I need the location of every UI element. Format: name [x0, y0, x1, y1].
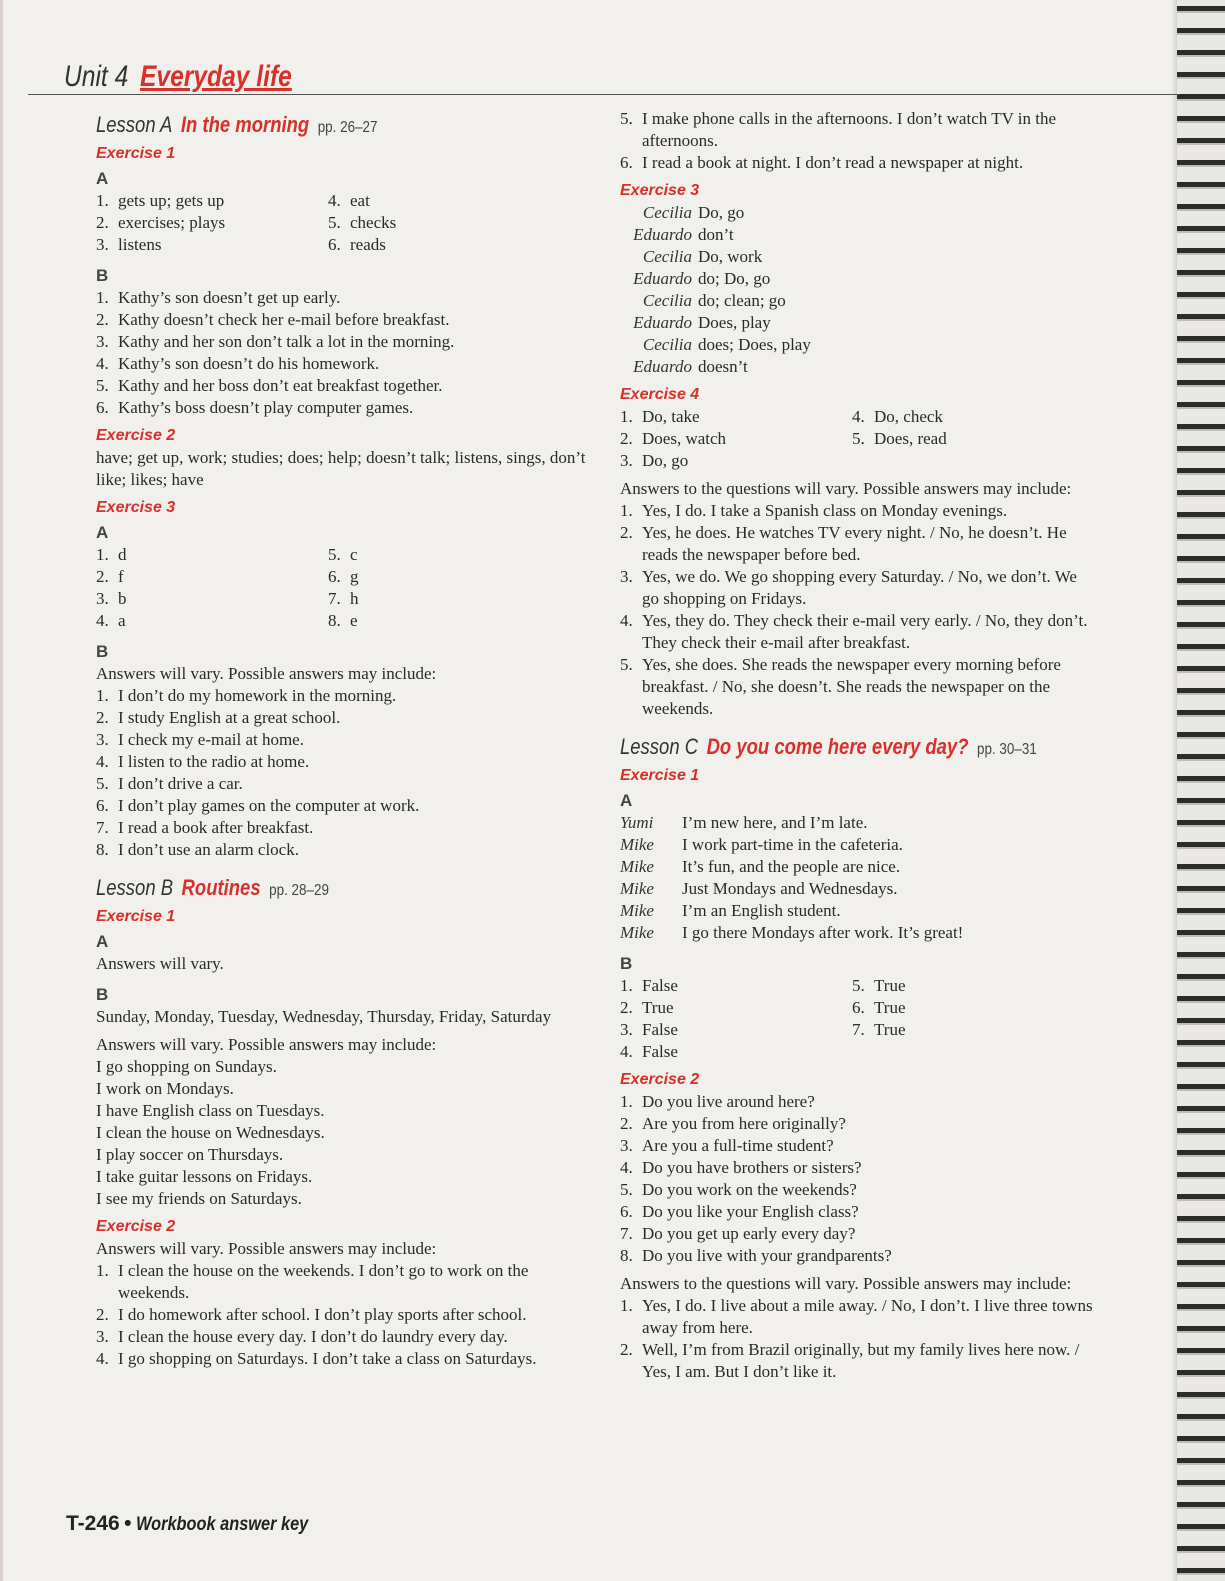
list-item: 6. I don’t play games on the computer at work.	[96, 796, 420, 815]
list-item: 2. Are you from here originally?	[620, 1114, 846, 1133]
lesson-b-ex2-list	[96, 1260, 546, 1370]
list-item: 5. Yes, she does. She reads the newspaper every morning before breakfast. / No, she doesn’t. She reads the newspaper on the weekends.	[620, 655, 1061, 718]
page-footer	[66, 1512, 336, 1536]
answer-line: I clean the house on Wednesdays.	[96, 1123, 325, 1142]
dialogue-answer: Does, play	[698, 313, 771, 332]
left-column	[96, 110, 586, 1370]
list-item: 4. I listen to the radio at home.	[96, 752, 310, 771]
answer-item: a	[118, 611, 126, 630]
speaker-name: Eduardo	[633, 313, 692, 332]
answer-item: False	[642, 1042, 678, 1061]
answer-item: Do, check	[874, 407, 943, 426]
lesson-b-ex1-heading: Exercise 1	[96, 908, 176, 925]
answer-item: b	[118, 589, 127, 608]
list-item: 4. Do you have brothers or sisters?	[620, 1158, 862, 1177]
lesson-a-ex3-a-answers: 1. d 5. c 2. f 6. g 3. b 7. h 4. a 8. e	[96, 545, 359, 630]
answer-line: I go shopping on Sundays.	[96, 1057, 277, 1076]
answer-item: True	[874, 998, 906, 1017]
answer-item: f	[118, 567, 124, 586]
speaker-name: Cecilia	[642, 247, 692, 266]
unit-title-rule	[28, 94, 1180, 95]
list-item: 8. Do you live with your grandparents?	[620, 1246, 892, 1265]
speaker-name: Eduardo	[633, 225, 692, 244]
list-item: 7. I read a book after breakfast.	[96, 818, 314, 837]
answer-item: gets up; gets up	[118, 191, 225, 210]
list-item: 4. Yes, they do. They check their e-mail very early. / No, they don’t. They check their e-mail after breakfast.	[620, 611, 1088, 652]
list-item: 5. Kathy and her boss don’t eat breakfast together.	[96, 376, 443, 395]
answer-item: Does, watch	[642, 429, 727, 448]
list-item: 6. Do you like your English class?	[620, 1202, 859, 1221]
lesson-a-heading	[96, 110, 508, 143]
speaker-name: Cecilia	[642, 335, 692, 354]
lesson-c-title: Do you come here every day?	[706, 734, 969, 759]
unit-label: Unit 4	[64, 60, 129, 93]
lesson-a-ex3-b-intro: Answers will vary. Possible answers may include:	[96, 664, 437, 683]
speaker-name: Mike	[620, 857, 654, 876]
answer-item: True	[642, 998, 674, 1017]
lesson-a-ex3-b-list	[96, 685, 586, 861]
answer-item: listens	[118, 235, 162, 254]
answer-item: eat	[350, 191, 370, 210]
lesson-b-pages: pp. 28–29	[269, 882, 329, 899]
answer-line: I have English class on Tuesdays.	[96, 1101, 325, 1120]
list-item: 3. Kathy and her son don’t talk a lot in the morning.	[96, 332, 455, 351]
list-item: 1. I clean the house on the weekends. I don’t go to work on the weekends.	[96, 1261, 529, 1302]
answer-item: reads	[350, 235, 386, 254]
lesson-a-ex1-a-answers: 1. gets up; gets up 4. eat 2. exercises; plays 5. checks 3. listens 6. reads	[96, 191, 397, 254]
footer-bullet: •	[124, 1512, 132, 1535]
answer-item: True	[874, 1020, 906, 1039]
unit-title	[64, 60, 292, 94]
list-item: 6. I read a book at night. I don’t read a newspaper at night.	[620, 153, 1024, 172]
dialogue-answer: It’s fun, and the people are nice.	[682, 857, 901, 876]
answer-item: Do, go	[642, 451, 689, 470]
dialogue-answer: Just Mondays and Wednesdays.	[682, 879, 898, 898]
dialogue-answer: I work part-time in the cafeteria.	[682, 835, 903, 854]
lesson-b-label: Lesson B	[96, 875, 174, 900]
lesson-b-ex1-b-label: B	[96, 985, 109, 1004]
lesson-b-ex1-b-days: Sunday, Monday, Tuesday, Wednesday, Thursday, Friday, Saturday	[96, 1007, 552, 1026]
lesson-a-ex2-heading: Exercise 2	[96, 427, 176, 444]
list-item: 2. Well, I’m from Brazil originally, but my family lives here now. / Yes, I am. But I don’t like it.	[620, 1340, 1080, 1381]
page-left-margin-line	[0, 0, 3, 1581]
answer-item: e	[350, 611, 358, 630]
footer-label: Workbook answer key	[135, 1514, 309, 1535]
answer-item: True	[874, 976, 906, 995]
answer-item: checks	[350, 213, 397, 232]
lesson-b-ex4-answers: 1. Do, take 4. Do, check 2. Does, watch 5. Does, read 3. Do, go	[620, 407, 947, 470]
answer-item: d	[118, 545, 127, 564]
unit-name: Everyday life	[140, 60, 292, 93]
spiral-binding	[1177, 0, 1225, 1581]
list-item: 1. Yes, I do. I live about a mile away. / No, I don’t. I live three towns away from here.	[620, 1296, 1093, 1337]
answer-item: False	[642, 1020, 678, 1039]
lesson-a-ex1-b-label: B	[96, 266, 109, 285]
lesson-b-ex4-intro: Answers to the questions will vary. Possible answers may include:	[620, 479, 1072, 498]
lesson-a-ex3-heading: Exercise 3	[96, 499, 176, 516]
answer-item: g	[350, 567, 359, 586]
list-item: 1. Kathy’s son doesn’t get up early.	[96, 288, 341, 307]
list-item: 2. Yes, he does. He watches TV every night. / No, he doesn’t. He reads the newspaper before bed.	[620, 523, 1067, 564]
lesson-c-ex1-heading: Exercise 1	[620, 767, 700, 784]
dialogue-answer: don’t	[698, 225, 734, 244]
answer-item: h	[350, 589, 359, 608]
answer-line: I play soccer on Thursdays.	[96, 1145, 284, 1164]
dialogue-answer: I go there Mondays after work. It’s great!	[682, 923, 964, 942]
speaker-name: Mike	[620, 879, 654, 898]
lesson-c-ex2-answers	[620, 1295, 1100, 1383]
page-number: T-246	[66, 1512, 120, 1535]
lesson-b-ex2-heading: Exercise 2	[96, 1218, 176, 1235]
answer-item: False	[642, 976, 678, 995]
dialogue-answer: Do, work	[698, 247, 763, 266]
answer-item: Does, read	[874, 429, 947, 448]
list-item: 2. Kathy doesn’t check her e-mail before breakfast.	[96, 310, 450, 329]
answer-item: exercises; plays	[118, 213, 226, 232]
lesson-c-ex1-a-label: A	[620, 791, 633, 810]
dialogue-answer: do; clean; go	[698, 291, 786, 310]
list-item: 6. Kathy’s boss doesn’t play computer games.	[96, 398, 414, 417]
lesson-a-ex1-b-list	[96, 287, 586, 419]
lesson-a-ex1-heading: Exercise 1	[96, 145, 176, 162]
right-column	[620, 108, 1100, 1383]
dialogue-answer: I’m an English student.	[682, 901, 841, 920]
lesson-b-title: Routines	[181, 875, 261, 900]
lesson-a-label: Lesson A	[96, 112, 173, 137]
list-item: 1. Do you live around here?	[620, 1092, 815, 1111]
lesson-b-ex3-dialogue	[620, 202, 1100, 378]
lesson-c-ex1-a-dialogue	[620, 812, 1100, 944]
list-item: 7. Do you get up early every day?	[620, 1224, 856, 1243]
lesson-a-ex3-a-label: A	[96, 523, 109, 542]
lesson-c-ex1-b-answers: 1. False 5. True 2. True 6. True 3. False 7. True 4. False	[620, 976, 906, 1061]
lesson-a-pages: pp. 26–27	[317, 119, 378, 136]
list-item: 5. I don’t drive a car.	[96, 774, 243, 793]
answer-item: Do, take	[642, 407, 700, 426]
list-item: 2. I do homework after school. I don’t play sports after school.	[96, 1305, 527, 1324]
dialogue-answer: does; Does, play	[698, 335, 811, 354]
lesson-c-pages: pp. 30–31	[977, 741, 1037, 758]
lesson-a-title: In the morning	[180, 112, 310, 137]
lesson-b-ex1-a-text: Answers will vary.	[96, 954, 224, 973]
speaker-name: Mike	[620, 923, 654, 942]
speaker-name: Mike	[620, 835, 654, 854]
lesson-b-heading	[96, 873, 508, 906]
lesson-c-ex1-b-label: B	[620, 954, 633, 973]
list-item: 3. Yes, we do. We go shopping every Saturday. / No, we don’t. We go shopping on Fridays.	[620, 567, 1077, 608]
speaker-name: Eduardo	[633, 357, 692, 376]
lesson-c-label: Lesson C	[620, 734, 699, 759]
lesson-c-heading	[620, 732, 1037, 765]
lesson-c-ex2-intro: Answers to the questions will vary. Possible answers may include:	[620, 1274, 1072, 1293]
answer-line: I work on Mondays.	[96, 1079, 234, 1098]
list-item: 4. Kathy’s son doesn’t do his homework.	[96, 354, 380, 373]
speaker-name: Cecilia	[642, 291, 692, 310]
lesson-a-ex1-a-label: A	[96, 169, 109, 188]
list-item: 3. I clean the house every day. I don’t do laundry every day.	[96, 1327, 508, 1346]
list-item: 1. Yes, I do. I take a Spanish class on Monday evenings.	[620, 501, 1008, 520]
lesson-a-ex3-b-label: B	[96, 642, 109, 661]
speaker-name: Cecilia	[642, 203, 692, 222]
speaker-name: Yumi	[620, 813, 654, 832]
lesson-c-ex2-list	[620, 1091, 1100, 1267]
list-item: 1. I don’t do my homework in the morning.	[96, 686, 397, 705]
lesson-b-ex1-a-label: A	[96, 932, 109, 951]
dialogue-answer: doesn’t	[698, 357, 748, 376]
answer-line: I take guitar lessons on Fridays.	[96, 1167, 313, 1186]
speaker-name: Eduardo	[633, 269, 692, 288]
lesson-c-ex2-heading: Exercise 2	[620, 1071, 700, 1088]
dialogue-answer: do; Do, go	[698, 269, 771, 288]
list-item: 5. Do you work on the weekends?	[620, 1180, 857, 1199]
lesson-b-ex1-b-intro: Answers will vary. Possible answers may include:	[96, 1035, 437, 1054]
lesson-b-ex4-list	[620, 500, 1090, 720]
dialogue-answer: Do, go	[698, 203, 745, 222]
list-item: 4. I go shopping on Saturdays. I don’t take a class on Saturdays.	[96, 1349, 537, 1368]
list-item: 3. Are you a full-time student?	[620, 1136, 834, 1155]
speaker-name: Mike	[620, 901, 654, 920]
answer-item: c	[350, 545, 358, 564]
list-item: 3. I check my e-mail at home.	[96, 730, 304, 749]
dialogue-answer: I’m new here, and I’m late.	[682, 813, 868, 832]
lesson-b-ex2-list-continued	[620, 108, 1090, 174]
lesson-b-ex3-heading: Exercise 3	[620, 182, 700, 199]
list-item: 8. I don’t use an alarm clock.	[96, 840, 299, 859]
lesson-b-ex2-intro: Answers will vary. Possible answers may include:	[96, 1239, 437, 1258]
list-item: 2. I study English at a great school.	[96, 708, 341, 727]
list-item: 5. I make phone calls in the afternoons. I don’t watch TV in the afternoons.	[620, 109, 1057, 150]
lesson-a-ex2-text: have; get up, work; studies; does; help; doesn’t talk; listens, sings, don’t like; likes; have	[96, 448, 586, 489]
lesson-b-ex4-heading: Exercise 4	[620, 386, 700, 403]
answer-line: I see my friends on Saturdays.	[96, 1189, 302, 1208]
